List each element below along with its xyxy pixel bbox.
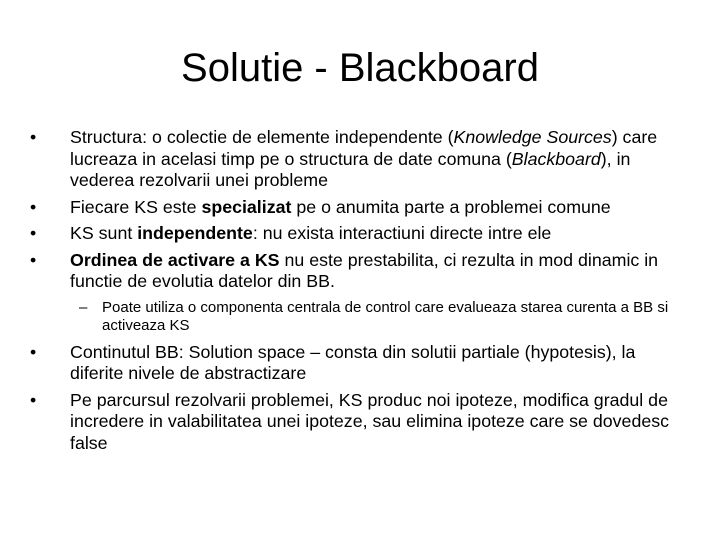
bullet-structure <box>27 127 687 192</box>
bullet-marker: • <box>30 127 37 147</box>
bullet-independent <box>27 223 687 245</box>
bullet-marker: • <box>30 249 37 270</box>
bullet-text: Pe parcursul rezolvarii problemei, KS produc noi ipoteze, modifica gradul de incredere in valabilitatea unei ipoteze, sau elimina ipoteze care se dovedesc false <box>70 389 669 453</box>
strong-specializat: specializat <box>201 196 292 217</box>
bullet-text: ) care lucreaza in acelasi timp pe o structura de date comuna ( <box>70 127 658 169</box>
bullet-bb-content <box>27 342 687 385</box>
sub-bullet-central-control <box>27 299 687 335</box>
bullet-problem-solving <box>27 390 687 455</box>
bullet-text: KS sunt <box>70 223 138 243</box>
bullet-text: : nu exista interactiuni directe intre ele <box>252 223 552 243</box>
emphasis-knowledge-sources: Knowledge Sources <box>453 127 612 147</box>
bullet-list <box>27 127 687 459</box>
bullet-activation-order <box>27 250 687 293</box>
bullet-text: Fiecare KS este <box>70 196 202 217</box>
bullet-marker: • <box>30 196 37 217</box>
bullet-marker: • <box>30 389 37 410</box>
bullet-text: nu este prestabilita, ci rezulta in mod dinamic in functie de evolutia datelor din BB. <box>70 249 659 291</box>
dash-marker: – <box>79 298 88 316</box>
slide-title: Solutie - Blackboard <box>181 46 539 90</box>
bullet-text: ), in vederea rezolvarii unei probleme <box>70 148 631 190</box>
strong-activation-order: Ordinea de activare a KS <box>70 249 280 270</box>
bullet-marker: • <box>30 223 37 243</box>
emphasis-blackboard: Blackboard <box>511 148 601 169</box>
bullet-text: pe o anumita parte a problemei comune <box>291 196 611 217</box>
bullet-text: Continutul BB: Solution space – consta din solutii partiale (hypotesis), la diferite nivele de abstractizare <box>70 341 636 383</box>
sub-bullet-text: Poate utiliza o componenta centrala de control care evalueaza starea curenta a BB si activeaza KS <box>102 298 669 334</box>
bullet-specialized <box>27 197 687 219</box>
strong-independente: independente <box>137 223 253 243</box>
bullet-marker: • <box>30 341 37 362</box>
bullet-text: Structura: o colectie de elemente independente ( <box>70 127 454 147</box>
